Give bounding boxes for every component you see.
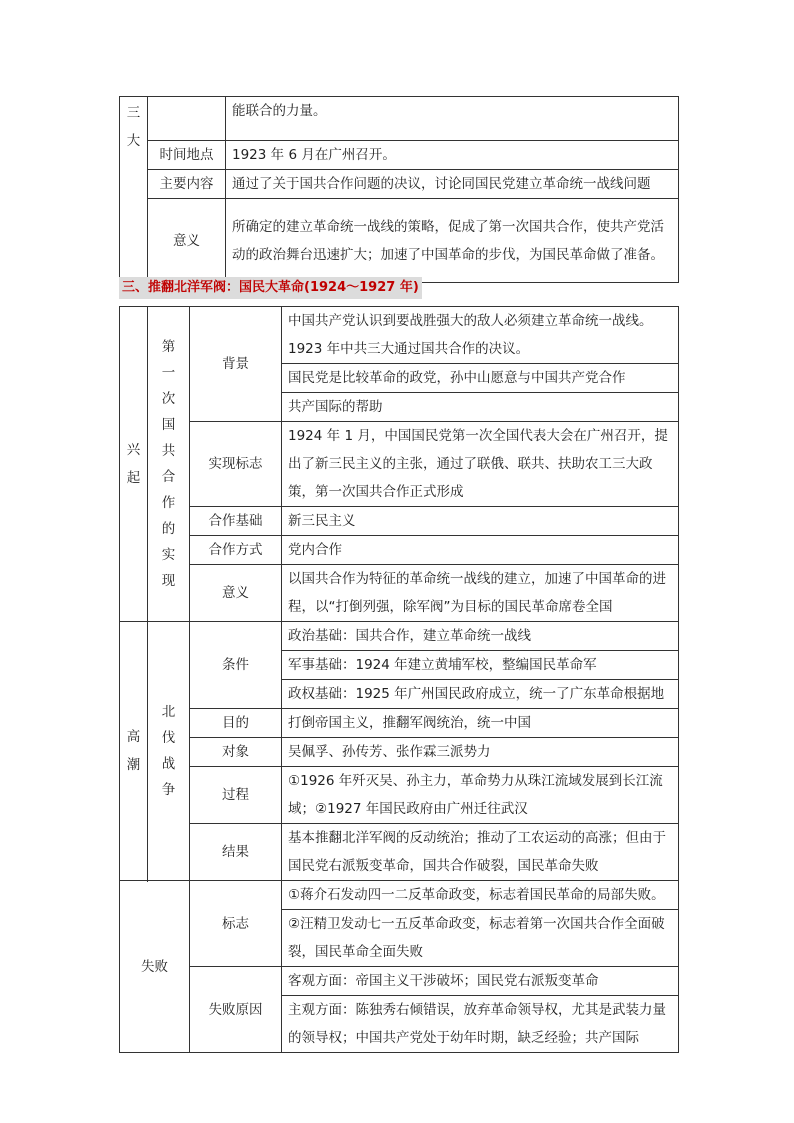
condition-item: 军事基础：1924 年建立黄埔军校，整编国民革命军	[282, 651, 679, 680]
failure-reason-label: 失败原因	[190, 967, 282, 1053]
section-title: 三、推翻北洋军阀：国民大革命(1924～1927 年)	[119, 277, 422, 299]
conditions-label: 条件	[190, 622, 282, 709]
national-revolution-table	[119, 306, 679, 1053]
rise-sub-label: 第 一 次 国 共 合 作 的 实 现	[148, 307, 190, 622]
cooperation-mode-text: 党内合作	[282, 536, 679, 565]
failure-reason-item: 主观方面：陈独秀右倾错误，放弃革命领导权，尤其是武装力量的领导权；中国共产党处于幼年时期，缺乏经验；共产国际	[282, 996, 679, 1053]
target-label: 对象	[190, 738, 282, 767]
time-place-text: 1923 年 6 月在广州召开。	[226, 141, 679, 170]
failure-label: 失败	[120, 881, 190, 1053]
background-item: 中国共产党认识到要战胜强大的敌人必须建立革命统一战线。1923 年中共三大通过国共合作的决议。	[282, 307, 679, 364]
realization-sign-label: 实现标志	[190, 422, 282, 507]
failure-sign-label: 标志	[190, 881, 282, 967]
main-content-text: 通过了关于国共合作问题的决议，讨论同国民党建立革命统一战线问题	[226, 170, 679, 199]
cooperation-basis-label: 合作基础	[190, 507, 282, 536]
background-item: 国民党是比较革命的政党，孙中山愿意与中国共产党合作	[282, 364, 679, 393]
background-label: 背景	[190, 307, 282, 422]
result-text: 基本推翻北洋军阀的反动统治；推动了工农运动的高涨；但由于国民党右派叛变革命，国共合作破裂，国民革命失败	[282, 824, 679, 881]
failure-reason-item: 客观方面：帝国主义干涉破坏；国民党右派叛变革命	[282, 967, 679, 996]
rise-meaning-text: 以国共合作为特征的革命统一战线的建立，加速了中国革命的进程，以“打倒列强，除军阀”为目标的国民革命席卷全国	[282, 565, 679, 622]
col-label-three-congress: 三 大	[120, 97, 148, 283]
main-content-label: 主要内容	[148, 170, 226, 199]
goal-label: 目的	[190, 709, 282, 738]
row-top-label	[148, 97, 226, 141]
background-item: 共产国际的帮助	[282, 393, 679, 422]
rise-meaning-label: 意义	[190, 565, 282, 622]
result-label: 结果	[190, 824, 282, 881]
time-place-label: 时间地点	[148, 141, 226, 170]
significance-label: 意义	[148, 199, 226, 283]
condition-item: 政治基础：国共合作，建立革命统一战线	[282, 622, 679, 651]
row-top-text: 能联合的力量。	[226, 97, 679, 141]
climax-sub-label: 北 伐 战 争	[148, 622, 190, 881]
rise-label: 兴 起	[120, 307, 148, 622]
goal-text: 打倒帝国主义，推翻军阀统治，统一中国	[282, 709, 679, 738]
target-text: 吴佩孚、孙传芳、张作霖三派势力	[282, 738, 679, 767]
failure-sign-item: ①蒋介石发动四一二反革命政变，标志着国民革命的局部失败。	[282, 881, 679, 910]
process-label: 过程	[190, 767, 282, 824]
climax-label: 高 潮	[120, 622, 148, 881]
cooperation-mode-label: 合作方式	[190, 536, 282, 565]
significance-text: 所确定的建立革命统一战线的策略，促成了第一次国共合作，使共产党活动的政治舞台迅速扩大；加速了中国革命的步伐，为国民革命做了准备。	[226, 199, 679, 283]
cooperation-basis-text: 新三民主义	[282, 507, 679, 536]
process-text: ①1926 年歼灭吴、孙主力，革命势力从珠江流域发展到长江流域；②1927 年国民政府由广州迁往武汉	[282, 767, 679, 824]
realization-sign-text: 1924 年 1 月，中国国民党第一次全国代表大会在广州召开，提出了新三民主义的主张，通过了联俄、联共、扶助农工三大政策，第一次国共合作正式形成	[282, 422, 679, 507]
failure-sign-item: ②汪精卫发动七一五反革命政变，标志着第一次国共合作全面破裂，国民革命全面失败	[282, 910, 679, 967]
condition-item: 政权基础：1925 年广州国民政府成立，统一了广东革命根据地	[282, 680, 679, 709]
third-congress-table	[119, 96, 679, 283]
